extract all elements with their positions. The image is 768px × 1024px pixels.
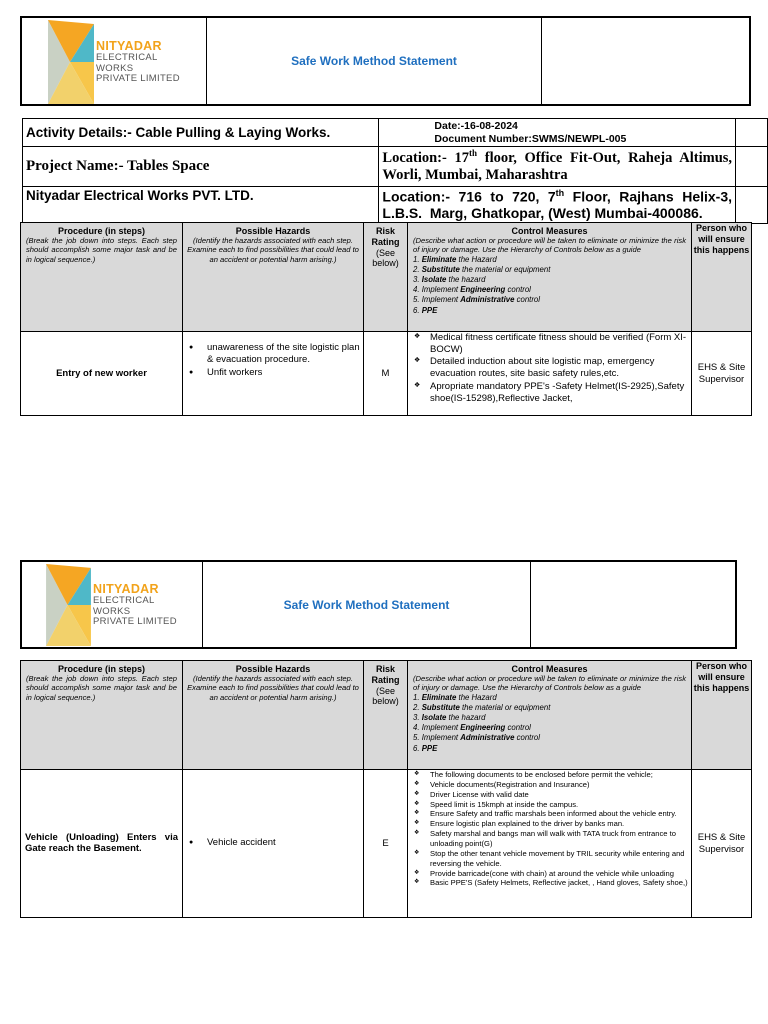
logo-brand: NITYADAR — [93, 582, 159, 597]
date-docnumber — [379, 119, 736, 147]
header-controls — [408, 223, 692, 332]
header-risk — [364, 661, 408, 770]
header-procedure — [21, 223, 183, 332]
logo-cell — [22, 562, 203, 647]
hierarchy-step: 4. Implement Engineering control — [413, 723, 531, 733]
hazard-cell — [183, 332, 364, 416]
header-box — [20, 16, 751, 106]
hierarchy-step: 3. Isolate the hazard — [413, 713, 486, 723]
project-name: Project Name:- Tables Space — [23, 147, 379, 187]
title-cell — [207, 18, 542, 104]
control-item: ❖ Vehicle documents(Registration and Insurance) — [410, 780, 689, 790]
risk-title: Risk Rating — [371, 664, 400, 685]
activity-details-table — [22, 118, 768, 224]
risk-rating: M — [364, 332, 408, 416]
logo-line: ELECTRICAL — [93, 595, 155, 607]
hierarchy-step: 5. Implement Administrative control — [413, 295, 541, 305]
control-item: ❖ Detailed induction about site logistic map, emergency evacuation routes, site basic safety rules,etc. — [410, 356, 689, 380]
logo-line: WORKS — [96, 62, 134, 74]
header-procedure — [21, 661, 183, 770]
control-item: ❖ Driver License with valid date — [410, 790, 689, 800]
header-person: Person who will ensure this happens — [692, 661, 752, 770]
control-item: ❖ Basic PPE'S (Safety Helmets, Reflective jacket, , Hand gloves, Safety shoe,) — [410, 878, 689, 888]
control-item: ❖ Medical fitness certificate fitness should be verified (Form XI-BOCW) — [410, 332, 689, 356]
procedure-note: (Break the job down into steps. Each step should accomplish some major task and be in logical sequence.) — [26, 674, 177, 702]
hierarchy-step: 5. Implement Administrative control — [413, 733, 541, 743]
controls-note: (Describe what action or procedure will be taken to eliminate or minimize the risk of injury or damage. Use the Hierarchy of Controls below as a guide — [413, 674, 686, 693]
date-label: Date:-16-08-2024 — [434, 120, 518, 132]
controls-title: Control Measures — [511, 664, 588, 674]
control-item: ❖ Speed limit is 15kmph at inside the campus. — [410, 800, 689, 810]
hazards-title: Possible Hazards — [235, 664, 311, 674]
document-number: Document Number:SWMS/NEWPL-005 — [434, 132, 627, 145]
control-item: ❖ Stop the other tenant vehicle movement by TRIL security while entering and reversing the vehicle. — [410, 849, 689, 869]
location-site: Location:- 17th floor, Office Fit-Out, Raheja Altimus, Worli, Mumbai, Maharashtra — [379, 147, 736, 187]
controls-cell — [408, 770, 692, 918]
procedure-step: Vehicle (Unloading) Enters via Gate reach the Basement. — [21, 770, 183, 918]
control-item: ❖ Apropriate mandatory PPE's -Safety Helmet(IS-2925),Safety shoe(IS-15298),Reflective Jacket, — [410, 381, 689, 405]
hierarchy-step: 6. PPE — [413, 743, 438, 753]
location-office: Location:- 716 to 720, 7th Floor, Rajhans Helix-3, L.B.S. Marg, Ghatkopar, (West) Mumbai-400086. — [379, 186, 736, 223]
control-item: ❖ Ensure logistic plan explained to the driver by banks man. — [410, 819, 689, 829]
header-risk — [364, 223, 408, 332]
hazard-item: ● Unfit workers — [189, 367, 361, 379]
logo-line: PRIVATE LIMITED — [96, 73, 180, 85]
logo-line: ELECTRICAL — [96, 52, 158, 64]
hazards-note: (Identify the hazards associated with each step. Examine each to find possibilities that could lead to an accident or potential harm arising.) — [187, 236, 359, 264]
procedure-note: (Break the job down into steps. Each step should accomplish some major task and be in logical sequence.) — [26, 236, 177, 264]
header-hazards — [183, 661, 364, 770]
risk-note: (See below) — [372, 685, 399, 707]
header-hazards — [183, 223, 364, 332]
hazard-table — [20, 222, 752, 416]
blank-cell — [542, 18, 749, 104]
hazard-cell — [183, 770, 364, 918]
hazard-table — [20, 660, 752, 918]
hierarchy-of-controls — [413, 255, 686, 316]
company-logo — [48, 20, 180, 104]
hazard-item: ● Vehicle accident — [189, 837, 361, 849]
hierarchy-step: 6. PPE — [413, 305, 438, 315]
logo-line: PRIVATE LIMITED — [93, 616, 177, 628]
header-controls — [408, 661, 692, 770]
blank-cell — [736, 147, 768, 187]
control-item: ❖ The following documents to be enclosed before permit the vehicle; — [410, 770, 689, 780]
procedure-title: Procedure (in steps) — [57, 226, 146, 236]
activity-details: Activity Details:- Cable Pulling & Laying Works. — [23, 119, 379, 147]
risk-note: (See below) — [372, 247, 399, 269]
hazard-item: ● unawareness of the site logistic plan & evacuation procedure. — [189, 342, 361, 367]
blank-cell — [736, 186, 768, 223]
risk-rating: E — [364, 770, 408, 918]
hierarchy-step: 2. Substitute the material or equipment — [413, 703, 551, 713]
hierarchy-step: 2. Substitute the material or equipment — [413, 265, 551, 275]
title-cell — [203, 562, 531, 647]
risk-title: Risk Rating — [371, 226, 400, 247]
hazards-title: Possible Hazards — [235, 226, 311, 236]
controls-cell — [408, 332, 692, 416]
procedure-title: Procedure (in steps) — [57, 664, 146, 674]
header-box — [20, 560, 737, 649]
responsible-person: EHS & Site Supervisor — [692, 332, 752, 416]
hazards-note: (Identify the hazards associated with each step. Examine each to find possibilities that could lead to an accident or potential harm arising.) — [187, 674, 359, 702]
logo-line: WORKS — [93, 605, 131, 617]
logo-mark-icon — [46, 564, 91, 646]
document-title: Safe Work Method Statement — [283, 597, 450, 612]
hierarchy-step: 4. Implement Engineering control — [413, 285, 531, 295]
company-name: Nityadar Electrical Works PVT. LTD. — [23, 186, 379, 223]
document-title: Safe Work Method Statement — [291, 54, 457, 68]
logo-brand: NITYADAR — [96, 39, 162, 54]
blank-cell — [736, 119, 768, 147]
hierarchy-of-controls — [413, 693, 686, 754]
controls-title: Control Measures — [511, 226, 588, 236]
blank-cell — [531, 562, 735, 647]
logo-mark-icon — [48, 20, 94, 104]
hierarchy-step: 1. Eliminate the Hazard — [413, 692, 497, 702]
responsible-person: EHS & Site Supervisor — [692, 770, 752, 918]
controls-note: (Describe what action or procedure will be taken to eliminate or minimize the risk of injury or damage. Use the Hierarchy of Controls below as a guide — [413, 236, 686, 255]
company-logo — [46, 564, 177, 646]
table-row — [21, 332, 752, 416]
hierarchy-step: 1. Eliminate the Hazard — [413, 254, 497, 264]
header-person: Person who will ensure this happens — [692, 223, 752, 332]
table-row — [21, 770, 752, 918]
procedure-step: Entry of new worker — [21, 332, 183, 416]
control-item: ❖ Provide barricade(cone with chain) at around the vehicle while unloading — [410, 869, 689, 879]
logo-cell — [22, 18, 207, 104]
control-item: ❖ Safety marshal and bangs man will walk with TATA truck from entrance to unloading point(G) — [410, 829, 689, 849]
control-item: ❖ Ensure Safety and traffic marshals been informed about the vehicle entry. — [410, 809, 689, 819]
hierarchy-step: 3. Isolate the hazard — [413, 275, 486, 285]
